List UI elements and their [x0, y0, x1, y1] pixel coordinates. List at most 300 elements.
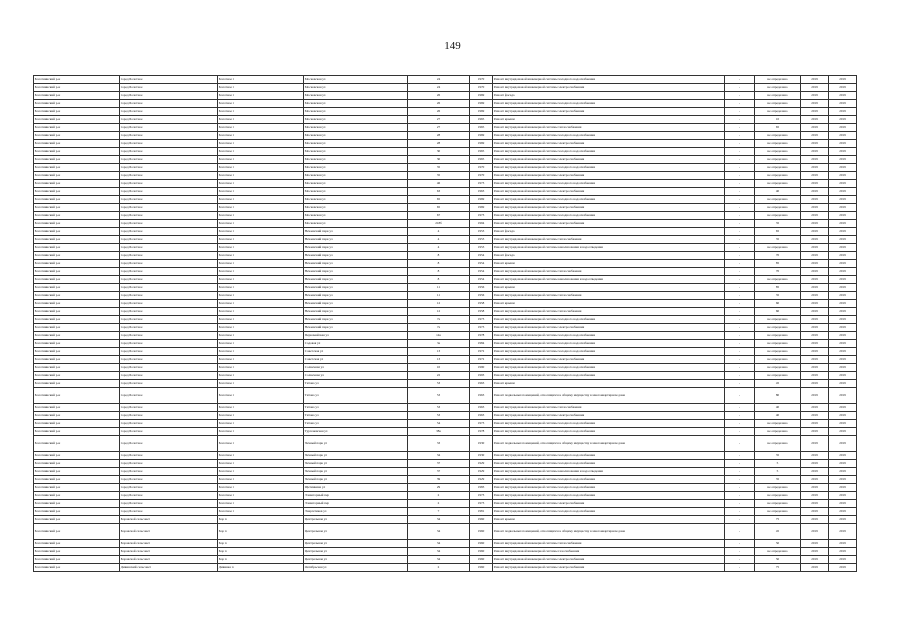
cell-year: 1969	[470, 108, 493, 116]
cell-plan-end: 2019	[829, 380, 857, 388]
table-row	[34, 508, 857, 516]
cell-district: Болотнинский р-н	[34, 180, 120, 188]
cell-district: Болотнинский р-н	[34, 228, 120, 236]
cell-year: 1970	[470, 172, 493, 180]
cell-plan-end: 2019	[829, 212, 857, 220]
cell-house: 46	[408, 180, 470, 188]
cell-dash: -	[725, 548, 755, 556]
table-row	[34, 324, 857, 332]
cell-street: Нечаевский парк ул	[304, 268, 408, 276]
cell-year: 1963	[470, 412, 493, 420]
cell-house: 8	[408, 276, 470, 284]
cell-year: 1983	[470, 484, 493, 492]
cell-house: 34	[408, 524, 470, 540]
cell-year: 1981	[470, 508, 493, 516]
cell-work-type: Ремонт внутридомовой инженерной системы газоснабжения	[493, 548, 725, 556]
cell-year: 1990	[470, 364, 493, 372]
table-row	[34, 364, 857, 372]
table-row	[34, 172, 857, 180]
cell-dash: -	[725, 300, 755, 308]
cell-plan-end: 2019	[829, 228, 857, 236]
table-row	[34, 276, 857, 284]
cell-work-type: Ремонт внутридомовой инженерной системы электроснабжения	[493, 204, 725, 212]
cell-plan-start: 2019	[801, 76, 829, 84]
cell-work-type: Ремонт внутридомовой инженерной системы теплоснабжения	[493, 292, 725, 300]
cell-plan-start: 2019	[801, 276, 829, 284]
cell-municipality: город Болотное	[120, 228, 218, 236]
cell-house: 26	[408, 108, 470, 116]
cell-house: 53	[408, 380, 470, 388]
table-row	[34, 84, 857, 92]
cell-work-type: Ремонт внутридомовой инженерной системы холодного водоснабжения	[493, 316, 725, 324]
table-row	[34, 148, 857, 156]
cell-dash: -	[725, 180, 755, 188]
cell-year: 1978	[470, 428, 493, 436]
cell-district: Болотнинский р-н	[34, 332, 120, 340]
cell-municipality: город Болотное	[120, 284, 218, 292]
cell-district: Болотнинский р-н	[34, 404, 120, 412]
cell-street: Московская ул	[304, 140, 408, 148]
table-row	[34, 124, 857, 132]
cell-dash: -	[725, 508, 755, 516]
cell-settlement: Болотное г	[218, 260, 304, 268]
cell-plan-end: 2019	[829, 76, 857, 84]
cell-dash: -	[725, 324, 755, 332]
cell-house: 65	[408, 204, 470, 212]
cell-plan-end: 2019	[829, 524, 857, 540]
cell-plan-end: 2019	[829, 332, 857, 340]
cell-plan-end: 2019	[829, 124, 857, 132]
cell-plan-end: 2019	[829, 116, 857, 124]
cell-settlement: Болотное г	[218, 100, 304, 108]
cell-year: 1973	[470, 500, 493, 508]
cell-street: Московская ул	[304, 76, 408, 84]
cell-plan-start: 2019	[801, 180, 829, 188]
cell-settlement: Бор п	[218, 516, 304, 524]
cell-street: Нечаевский парк ул	[304, 324, 408, 332]
cell-street: Нечаевский парк ул	[304, 300, 408, 308]
cell-district: Болотнинский р-н	[34, 348, 120, 356]
cell-settlement: Болотное г	[218, 236, 304, 244]
cell-plan-start: 2019	[801, 388, 829, 404]
cell-plan-start: 2019	[801, 412, 829, 420]
cell-cost: не определено	[755, 84, 801, 92]
cell-year: 1972	[470, 348, 493, 356]
cell-plan-start: 2019	[801, 516, 829, 524]
table-row	[34, 100, 857, 108]
cell-dash: -	[725, 564, 755, 572]
cell-municipality: город Болотное	[120, 316, 218, 324]
cell-cost: 5	[755, 460, 801, 468]
table-row	[34, 268, 857, 276]
cell-house: 34	[408, 556, 470, 564]
cell-house: 7	[408, 508, 470, 516]
table-row	[34, 316, 857, 324]
cell-settlement: Болотное г	[218, 140, 304, 148]
cell-work-type: Ремонт внутридомовой инженерной системы холодного водоснабжения	[493, 332, 725, 340]
cell-municipality: город Болотное	[120, 276, 218, 284]
cell-settlement: Болотное г	[218, 372, 304, 380]
cell-year: 1969	[470, 100, 493, 108]
cell-house: 53	[408, 388, 470, 404]
cell-dash: -	[725, 260, 755, 268]
cell-dash: -	[725, 276, 755, 284]
cell-year: 1969	[470, 204, 493, 212]
cell-work-type: Ремонт внутридомовой инженерной системы холодного водоснабжения	[493, 340, 725, 348]
cell-year: 1954	[470, 252, 493, 260]
table-row	[34, 236, 857, 244]
cell-district: Болотнинский р-н	[34, 372, 120, 380]
cell-year: 1963	[470, 380, 493, 388]
cell-municipality: город Болотное	[120, 324, 218, 332]
cell-house: 11	[408, 292, 470, 300]
cell-district: Болотнинский р-н	[34, 108, 120, 116]
table-row	[34, 140, 857, 148]
repair-schedule-table	[33, 75, 857, 572]
cell-year: 1984	[470, 340, 493, 348]
cell-street: Первомайская ул	[304, 332, 408, 340]
cell-house: 27	[408, 116, 470, 124]
cell-house: 11	[408, 284, 470, 292]
cell-municipality: город Болотное	[120, 180, 218, 188]
page-number: 149	[444, 40, 461, 52]
cell-district: Болотнинский р-н	[34, 316, 120, 324]
cell-settlement: Болотное г	[218, 252, 304, 260]
cell-work-type: Ремонт крыши	[493, 380, 725, 388]
cell-work-type: Ремонт внутридомовой инженерной системы электроснабжения	[493, 156, 725, 164]
cell-house: 37	[408, 460, 470, 468]
cell-street: Титова ул	[304, 388, 408, 404]
cell-plan-start: 2019	[801, 228, 829, 236]
table-row	[34, 428, 857, 436]
cell-plan-end: 2019	[829, 436, 857, 452]
cell-plan-start: 2019	[801, 484, 829, 492]
cell-settlement: Болотное г	[218, 84, 304, 92]
cell-street: Советская ул	[304, 348, 408, 356]
cell-work-type: Ремонт внутридомовой инженерной системы электроснабжения	[493, 84, 725, 92]
cell-work-type: Ремонт внутридомовой инженерной системы холодного водоснабжения	[493, 428, 725, 436]
cell-plan-end: 2019	[829, 548, 857, 556]
cell-settlement: Бор п	[218, 540, 304, 548]
cell-dash: -	[725, 388, 755, 404]
cell-street: Чечный парк ул	[304, 476, 408, 484]
cell-year: 1973	[470, 492, 493, 500]
table-row	[34, 484, 857, 492]
cell-plan-end: 2019	[829, 180, 857, 188]
cell-settlement: Болотное г	[218, 436, 304, 452]
cell-cost: не определено	[755, 316, 801, 324]
cell-plan-end: 2019	[829, 540, 857, 548]
cell-plan-start: 2019	[801, 260, 829, 268]
cell-street: Нечаевский парк ул	[304, 260, 408, 268]
cell-settlement: Болотное г	[218, 276, 304, 284]
cell-cost: не определено	[755, 108, 801, 116]
cell-district: Болотнинский р-н	[34, 252, 120, 260]
cell-municipality: город Болотное	[120, 356, 218, 364]
cell-street: Московская ул	[304, 84, 408, 92]
cell-plan-start: 2019	[801, 300, 829, 308]
cell-district: Болотнинский р-н	[34, 276, 120, 284]
cell-district: Болотнинский р-н	[34, 324, 120, 332]
table-row	[34, 548, 857, 556]
cell-house: 35	[408, 164, 470, 172]
cell-year: 1965	[470, 116, 493, 124]
cell-cost: не определено	[755, 76, 801, 84]
cell-settlement: Болотное г	[218, 324, 304, 332]
cell-cost: 45	[755, 380, 801, 388]
cell-dash: -	[725, 228, 755, 236]
cell-dash: -	[725, 196, 755, 204]
cell-municipality: город Болотное	[120, 308, 218, 316]
cell-dash: -	[725, 468, 755, 476]
table-row	[34, 300, 857, 308]
cell-work-type: Ремонт внутридомовой инженерной системы канализования и водоотведения	[493, 276, 725, 284]
cell-plan-start: 2019	[801, 284, 829, 292]
cell-house: 2	[408, 492, 470, 500]
cell-cost: 75	[755, 516, 801, 524]
cell-street: Центральная ул	[304, 548, 408, 556]
cell-work-type: Ремонт крыши	[493, 260, 725, 268]
cell-house: 34	[408, 540, 470, 548]
cell-house: 29	[408, 484, 470, 492]
cell-municipality: город Болотное	[120, 148, 218, 156]
cell-district: Болотнинский р-н	[34, 260, 120, 268]
cell-cost: 50	[755, 540, 801, 548]
cell-year: 1930	[470, 452, 493, 460]
cell-plan-start: 2019	[801, 204, 829, 212]
cell-plan-end: 2019	[829, 108, 857, 116]
cell-work-type: Ремонт внутридомовой инженерной системы холодного водоснабжения	[493, 76, 725, 84]
cell-plan-end: 2019	[829, 300, 857, 308]
cell-work-type: Ремонт крыши	[493, 516, 725, 524]
table-row	[34, 380, 857, 388]
cell-plan-end: 2019	[829, 500, 857, 508]
cell-year: 1973	[470, 180, 493, 188]
cell-street: Московская ул	[304, 92, 408, 100]
cell-cost: не определено	[755, 324, 801, 332]
table-row	[34, 164, 857, 172]
cell-district: Болотнинский р-н	[34, 188, 120, 196]
cell-municipality: город Болотное	[120, 300, 218, 308]
cell-house: 26	[408, 92, 470, 100]
cell-street: Московская ул	[304, 204, 408, 212]
cell-year: 1954	[470, 268, 493, 276]
cell-plan-start: 2019	[801, 436, 829, 452]
table-row	[34, 108, 857, 116]
cell-plan-end: 2019	[829, 284, 857, 292]
cell-municipality: город Болотное	[120, 388, 218, 404]
cell-district: Болотнинский р-н	[34, 356, 120, 364]
cell-house: 28	[408, 140, 470, 148]
cell-dash: -	[725, 372, 755, 380]
cell-street: Нечаевский парк ул	[304, 244, 408, 252]
cell-cost: не определено	[755, 172, 801, 180]
cell-cost: 85	[755, 260, 801, 268]
table-row	[34, 460, 857, 468]
cell-cost: не определено	[755, 484, 801, 492]
cell-house: 12	[408, 308, 470, 316]
cell-street: Октябрьская ул	[304, 564, 408, 572]
table-row	[34, 212, 857, 220]
cell-plan-start: 2019	[801, 500, 829, 508]
cell-street: Нечаевский парк ул	[304, 292, 408, 300]
cell-plan-start: 2019	[801, 468, 829, 476]
cell-work-type: Ремонт крыши	[493, 300, 725, 308]
cell-year: 1958	[470, 300, 493, 308]
cell-work-type: Ремонт внутридомовой инженерной системы холодного водоснабжения	[493, 508, 725, 516]
cell-district: Болотнинский р-н	[34, 540, 120, 548]
cell-municipality: город Болотное	[120, 108, 218, 116]
cell-year: 1960	[470, 564, 493, 572]
cell-municipality: город Болотное	[120, 500, 218, 508]
cell-settlement: Болотное г	[218, 132, 304, 140]
cell-settlement: Болотное г	[218, 412, 304, 420]
cell-house: 4	[408, 244, 470, 252]
cell-year: 1960	[470, 516, 493, 524]
cell-settlement: Болотное г	[218, 292, 304, 300]
cell-year: 1965	[470, 156, 493, 164]
cell-street: Садовая ул	[304, 340, 408, 348]
cell-year: 1930	[470, 436, 493, 452]
table-row	[34, 516, 857, 524]
cell-work-type: Ремонт внутридомовой инженерной системы холодного водоснабжения	[493, 132, 725, 140]
cell-district: Болотнинский р-н	[34, 268, 120, 276]
cell-dash: -	[725, 420, 755, 428]
cell-municipality: город Болотное	[120, 412, 218, 420]
cell-plan-end: 2019	[829, 148, 857, 156]
table-row	[34, 116, 857, 124]
cell-street: Московская ул	[304, 108, 408, 116]
table-row	[34, 500, 857, 508]
cell-settlement: Болотное г	[218, 204, 304, 212]
cell-house: 12	[408, 300, 470, 308]
cell-cost: не определено	[755, 180, 801, 188]
cell-municipality: город Болотное	[120, 76, 218, 84]
cell-year: 1953	[470, 236, 493, 244]
table-row	[34, 356, 857, 364]
cell-cost: 65	[755, 228, 801, 236]
cell-settlement: Болотное г	[218, 76, 304, 84]
cell-plan-start: 2019	[801, 236, 829, 244]
cell-dash: -	[725, 204, 755, 212]
cell-settlement: Болотное г	[218, 124, 304, 132]
cell-municipality: город Болотное	[120, 196, 218, 204]
cell-plan-start: 2019	[801, 452, 829, 460]
cell-year: 1956	[470, 292, 493, 300]
cell-municipality: город Болотное	[120, 140, 218, 148]
cell-district: Болотнинский р-н	[34, 92, 120, 100]
cell-plan-start: 2019	[801, 132, 829, 140]
cell-district: Болотнинский р-н	[34, 84, 120, 92]
cell-district: Болотнинский р-н	[34, 428, 120, 436]
cell-plan-start: 2019	[801, 156, 829, 164]
cell-plan-end: 2019	[829, 252, 857, 260]
cell-district: Болотнинский р-н	[34, 524, 120, 540]
cell-cost: не определено	[755, 212, 801, 220]
table-row	[34, 332, 857, 340]
cell-year: 1973	[470, 212, 493, 220]
cell-plan-end: 2019	[829, 356, 857, 364]
cell-cost: не определено	[755, 492, 801, 500]
cell-cost: 40	[755, 188, 801, 196]
cell-street: Нечаевский парк ул	[304, 252, 408, 260]
cell-work-type: Ремонт внутридомовой инженерной системы холодного водоснабжения	[493, 180, 725, 188]
cell-municipality: город Болотное	[120, 252, 218, 260]
cell-cost: 85	[755, 284, 801, 292]
cell-plan-start: 2019	[801, 308, 829, 316]
cell-cost: 35	[755, 452, 801, 460]
cell-settlement: Болотное г	[218, 268, 304, 276]
cell-dash: -	[725, 284, 755, 292]
cell-house: 53	[408, 404, 470, 412]
cell-house: 7а	[408, 316, 470, 324]
cell-cost: не определено	[755, 428, 801, 436]
table-row	[34, 556, 857, 564]
cell-plan-start: 2019	[801, 92, 829, 100]
cell-plan-end: 2019	[829, 420, 857, 428]
cell-plan-start: 2019	[801, 380, 829, 388]
cell-year: 1969	[470, 132, 493, 140]
cell-work-type: Ремонт внутридомовой инженерной системы электроснабжения	[493, 500, 725, 508]
cell-street: Титова ул	[304, 412, 408, 420]
cell-street: Нечаевский парк ул	[304, 228, 408, 236]
cell-settlement: Болотное г	[218, 356, 304, 364]
cell-year: 1973	[470, 324, 493, 332]
cell-dash: -	[725, 140, 755, 148]
table-row	[34, 388, 857, 404]
cell-work-type: Ремонт внутридомовой инженерной системы электроснабжения	[493, 188, 725, 196]
table-row	[34, 340, 857, 348]
cell-work-type: Ремонт внутридомовой инженерной системы холодного водоснабжения	[493, 164, 725, 172]
cell-house: 28	[408, 132, 470, 140]
cell-settlement: Болотное г	[218, 476, 304, 484]
cell-dash: -	[725, 212, 755, 220]
cell-municipality: город Болотное	[120, 164, 218, 172]
cell-plan-end: 2019	[829, 100, 857, 108]
cell-street: Тургеневская ул	[304, 428, 408, 436]
cell-work-type: Ремонт внутридомовой инженерной системы холодного водоснабжения	[493, 452, 725, 460]
table-row	[34, 204, 857, 212]
cell-settlement: Болотное г	[218, 348, 304, 356]
cell-settlement: Болотное г	[218, 388, 304, 404]
cell-plan-start: 2019	[801, 116, 829, 124]
cell-settlement: Болотное г	[218, 164, 304, 172]
cell-plan-start: 2019	[801, 428, 829, 436]
cell-house: 3а	[408, 340, 470, 348]
cell-cost: не определено	[755, 500, 801, 508]
cell-cost: не определено	[755, 244, 801, 252]
cell-cost: не определено	[755, 332, 801, 340]
cell-year: 1978	[470, 332, 493, 340]
cell-district: Болотнинский р-н	[34, 340, 120, 348]
cell-plan-end: 2019	[829, 316, 857, 324]
cell-plan-end: 2019	[829, 196, 857, 204]
cell-plan-end: 2019	[829, 476, 857, 484]
cell-settlement: Болотное г	[218, 180, 304, 188]
cell-cost: 80	[755, 388, 801, 404]
cell-cost: не определено	[755, 100, 801, 108]
cell-street: Нечаевский парк ул	[304, 276, 408, 284]
cell-dash: -	[725, 484, 755, 492]
cell-house: 35	[408, 172, 470, 180]
cell-house: 10	[408, 364, 470, 372]
cell-municipality: город Болотное	[120, 404, 218, 412]
cell-plan-start: 2019	[801, 212, 829, 220]
cell-street: Элеваторный пер	[304, 492, 408, 500]
cell-municipality: город Болотное	[120, 132, 218, 140]
cell-dash: -	[725, 364, 755, 372]
cell-year: 1954	[470, 276, 493, 284]
